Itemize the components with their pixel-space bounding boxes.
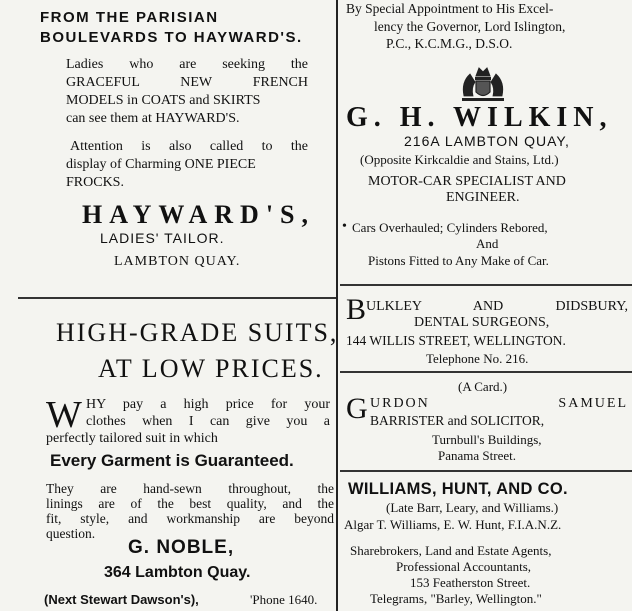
bulkley-line-2: DENTAL SURGEONS, — [414, 315, 550, 330]
noble-headline-line-1: HIGH-GRADE SUITS, — [56, 318, 339, 347]
noble-guarantee: Every Garment is Guaranteed. — [50, 451, 294, 470]
haywards-para2-line: display of Charming ONE PIECE — [66, 157, 256, 172]
williams-role-line-2: Professional Accountants, — [396, 559, 532, 574]
noble-footer-phone: 'Phone 1640. — [250, 592, 318, 607]
wilkin-opposite: (Opposite Kirkcaldie and Stains, Ltd.) — [360, 152, 559, 167]
haywards-heading-line-1: FROM THE PARISIAN — [40, 9, 219, 26]
right-column — [340, 0, 632, 611]
section-divider — [340, 284, 632, 286]
bulkley-line-1: ULKLEY AND DIDSBURY, — [366, 299, 628, 314]
williams-telegrams: Telegrams, "Barley, Wellington." — [370, 591, 542, 606]
williams-late: (Late Barr, Leary, and Williams.) — [386, 500, 559, 515]
noble-footer-location: (Next Stewart Dawson's), — [44, 592, 199, 607]
wilkin-services-line-1: Cars Overhauled; Cylinders Rebored, — [352, 220, 548, 235]
bulkley-line-3: 144 WILLIS STREET, WELLINGTON. — [346, 333, 566, 348]
williams-role-line-1: Sharebrokers, Land and Estate Agents, — [350, 543, 552, 558]
haywards-para2-line: Attention is also called to the — [70, 139, 308, 154]
noble-body-line: question. — [46, 526, 96, 541]
bullet-icon: • — [342, 219, 347, 234]
noble-body-line: fit, style, and workmanship are beyond — [46, 511, 334, 526]
haywards-name: HAYWARD'S, — [82, 200, 316, 229]
gurdon-title: BARRISTER and SOLICITOR, — [370, 413, 545, 428]
haywards-para1-line: MODELS in COATS and SKIRTS — [66, 93, 261, 108]
noble-name: G. NOBLE, — [128, 537, 235, 558]
wilkin-specialist-line-2: ENGINEER. — [446, 190, 520, 205]
williams-partners: Algar T. Williams, E. W. Hunt, F.I.A.N.Z. — [344, 517, 562, 532]
haywards-para1-line: can see them at HAYWARD'S. — [66, 111, 240, 126]
noble-body-line: They are hand-sewn throughout, the — [46, 481, 334, 496]
section-divider — [340, 371, 632, 373]
wilkin-services-line-2: And — [476, 236, 499, 251]
section-divider — [340, 470, 632, 472]
wilkin-appointment-line: lency the Governor, Lord Islington, — [374, 19, 566, 34]
bulkley-phone: Telephone No. 216. — [426, 351, 529, 366]
bulkley-drop-cap: B — [346, 293, 367, 326]
noble-intro-line: perfectly tailored suit in which — [46, 431, 218, 446]
gurdon-street: Panama Street. — [438, 448, 516, 463]
gurdon-building: Turnbull's Buildings, — [432, 432, 542, 447]
haywards-heading-line-2: BOULEVARDS TO HAYWARD'S. — [40, 29, 303, 46]
wilkin-address: 216A LAMBTON QUAY, — [404, 133, 570, 149]
noble-body-line: linings are of the best quality, and the — [46, 496, 334, 511]
section-divider — [18, 297, 336, 299]
gurdon-drop-cap: G — [346, 392, 368, 425]
royal-crest-icon — [458, 60, 508, 102]
wilkin-services-line-3: Pistons Fitted to Any Make of Car. — [368, 253, 549, 268]
haywards-para1-line: Ladies who are seeking the — [66, 57, 308, 72]
noble-headline-line-2: AT LOW PRICES. — [98, 354, 324, 383]
williams-address: 153 Featherston Street. — [410, 575, 531, 590]
wilkin-appointment-line: P.C., K.C.M.G., D.S.O. — [386, 36, 513, 51]
wilkin-appointment-line: By Special Appointment to His Excel- — [346, 1, 554, 16]
haywards-address: LAMBTON QUAY. — [114, 254, 241, 269]
haywards-title: LADIES' TAILOR. — [100, 230, 225, 246]
noble-intro-line: HY pay a high price for your — [86, 397, 330, 412]
williams-name: WILLIAMS, HUNT, AND CO. — [348, 480, 568, 498]
haywards-para1-line: GRACEFUL NEW FRENCH — [66, 75, 308, 90]
wilkin-specialist-line-1: MOTOR-CAR SPECIALIST AND — [368, 174, 566, 189]
wilkin-name: G. H. WILKIN, — [346, 102, 613, 133]
gurdon-name: URDON SAMUEL — [370, 396, 628, 411]
noble-address: 364 Lambton Quay. — [104, 564, 251, 581]
noble-drop-cap: W — [46, 394, 82, 436]
gurdon-card: (A Card.) — [458, 379, 508, 394]
haywards-para2-line: FROCKS. — [66, 175, 124, 190]
noble-intro-line: clothes when I can give you a — [86, 414, 330, 429]
